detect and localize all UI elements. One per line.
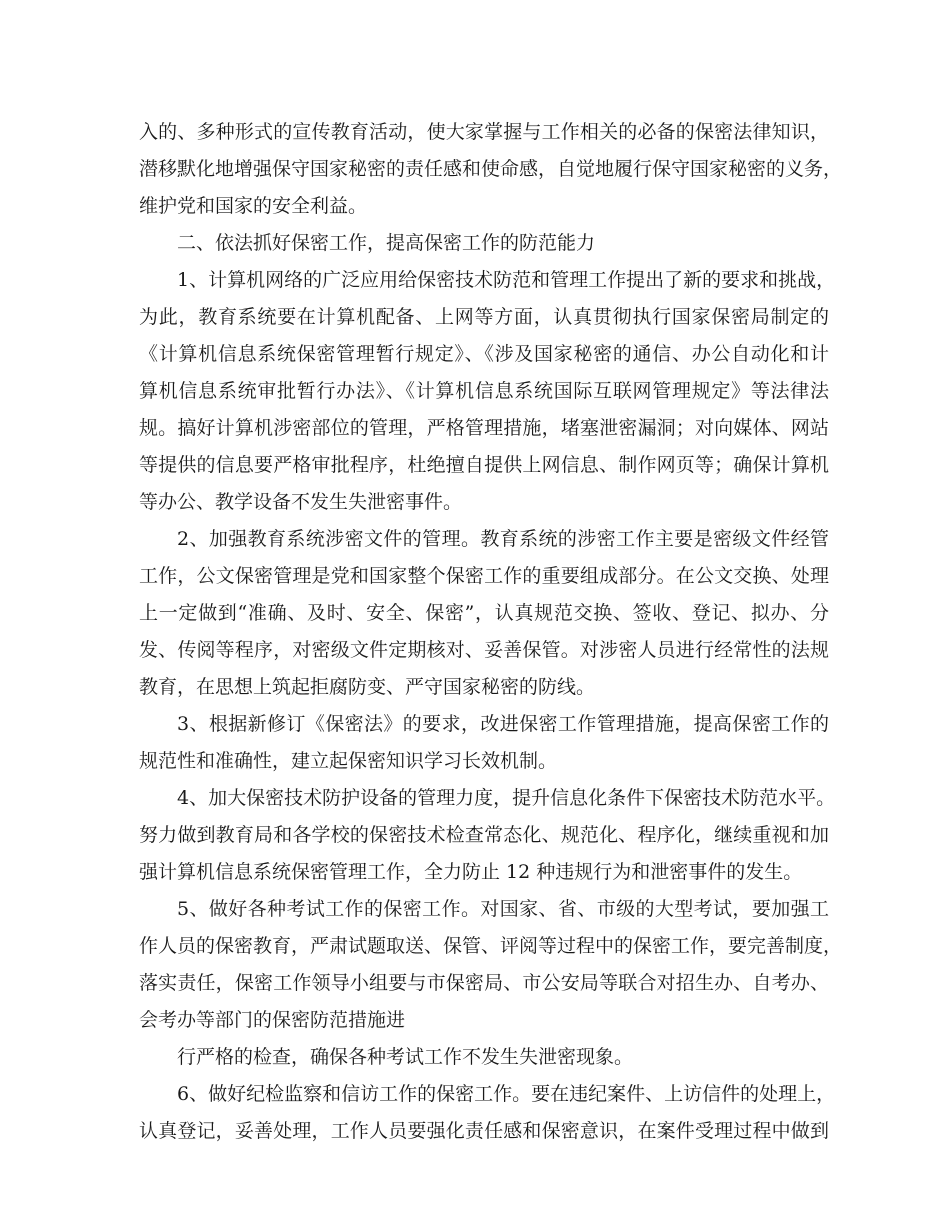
text-line: 教育，在思想上筑起拒腐防变、严守国家秘密的防线。 bbox=[139, 676, 596, 698]
text-line: 行严格的检查，确保各种考试工作不发生失泄密现象。 bbox=[177, 1046, 634, 1068]
text-line: 5、做好各种考试工作的保密工作。对国家、省、市级的大型考试，要加强工 bbox=[177, 898, 829, 920]
text-line: 潜移默化地增强保守国家秘密的责任感和使命感，自觉地履行保守国家秘密的义务， bbox=[139, 158, 843, 180]
text-line: 工作，公文保密管理是党和国家整个保密工作的重要组成部分。在公文交换、处理 bbox=[139, 565, 829, 587]
text-line: 4、加大保密技术防护设备的管理力度，提升信息化条件下保密技术防范水平。 bbox=[177, 787, 836, 809]
text-line: 二、依法抓好保密工作，提高保密工作的防范能力 bbox=[177, 232, 596, 254]
text-line: 6、做好纪检监察和信访工作的保密工作。要在违纪案件、上访信件的处理上， bbox=[177, 1083, 836, 1105]
text-line: 1、计算机网络的广泛应用给保密技术防范和管理工作提出了新的要求和挑战， bbox=[177, 269, 836, 291]
text-line: 3、根据新修订《保密法》的要求，改进保密工作管理措施，提高保密工作的 bbox=[177, 713, 829, 735]
text-line: 作人员的保密教育，严肃试题取送、保管、评阅等过程中的保密工作，要完善制度， bbox=[139, 935, 843, 957]
text-line: 等办公、教学设备不发生失泄密事件。 bbox=[139, 491, 463, 513]
text-line: 2、加强教育系统涉密文件的管理。教育系统的涉密工作主要是密级文件经管 bbox=[177, 528, 829, 550]
text-line: 等提供的信息要严格审批程序，杜绝擅自提供上网信息、制作网页等；确保计算机 bbox=[139, 454, 829, 476]
text-line: 《计算机信息系统保密管理暂行规定》、《涉及国家秘密的通信、办公自动化和计 bbox=[139, 343, 829, 365]
text-line: 上一定做到“准确、及时、安全、保密”，认真规范交换、签收、登记、拟办、分 bbox=[139, 602, 829, 624]
text-line: 算机信息系统审批暂行办法》、《计算机信息系统国际互联网管理规定》等法律法 bbox=[139, 380, 829, 402]
text-line: 规范性和准确性，建立起保密知识学习长效机制。 bbox=[139, 750, 558, 772]
text-line: 规。搞好计算机涉密部位的管理，严格管理措施，堵塞泄密漏洞；对向媒体、网站 bbox=[139, 417, 829, 439]
text-line: 维护党和国家的安全利益。 bbox=[139, 195, 368, 217]
text-line: 发、传阅等程序，对密级文件定期核对、妥善保管。对涉密人员进行经常性的法规 bbox=[139, 639, 829, 661]
text-line: 强计算机信息系统保密管理工作，全力防止 12 种违规行为和泄密事件的发生。 bbox=[139, 861, 803, 883]
text-line: 入的、多种形式的宣传教育活动，使大家掌握与工作相关的必备的保密法律知识， bbox=[139, 121, 829, 143]
body-text bbox=[139, 114, 843, 1150]
text-line: 落实责任，保密工作领导小组要与市保密局、市公安局等联合对招生办、自考办、 bbox=[139, 972, 829, 994]
text-line: 认真登记，妥善处理，工作人员要强化责任感和保密意识，在案件受理过程中做到 bbox=[139, 1120, 829, 1142]
text-line: 为此，教育系统要在计算机配备、上网等方面，认真贯彻执行国家保密局制定的 bbox=[139, 306, 829, 328]
text-line: 会考办等部门的保密防范措施进 bbox=[139, 1009, 406, 1031]
text-line: 努力做到教育局和各学校的保密技术检查常态化、规范化、程序化，继续重视和加 bbox=[139, 824, 829, 846]
